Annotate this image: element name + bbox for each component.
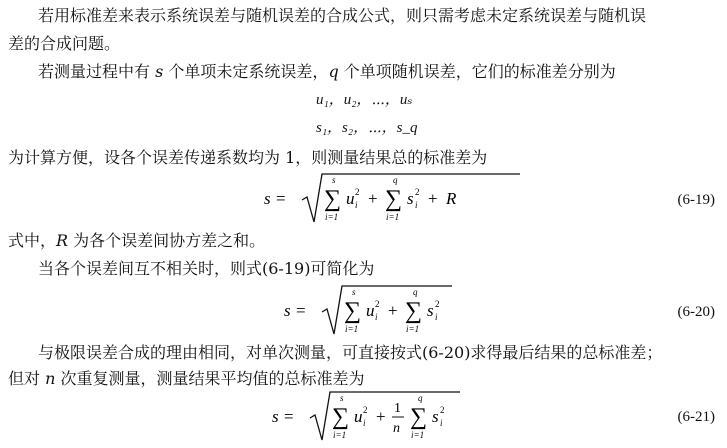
eq21-term1: u — [354, 407, 363, 426]
paragraph-6-line-2 — [8, 369, 365, 389]
u-list: u₁，u₂，⋯，uₛ — [316, 92, 413, 108]
eq20-sum2-lower: i=1 — [406, 324, 420, 334]
eq19-plus1: + — [368, 189, 378, 208]
equation-6-19-svg — [262, 170, 522, 228]
paragraph-2 — [38, 62, 616, 82]
eq19-sum1-upper: s — [332, 175, 336, 185]
eq19-sigma2-icon: ∑ — [385, 186, 403, 212]
eq21-sum1-lower: i=1 — [333, 430, 347, 440]
p6-var-n: n — [45, 369, 56, 388]
eq19-sum2-upper: q — [393, 175, 398, 185]
eq21-sum2-upper: q — [418, 393, 423, 403]
eq21-sum1-upper: s — [340, 393, 344, 403]
equation-6-20-svg — [282, 282, 482, 340]
eq21-lhs: s = — [272, 407, 295, 426]
eq21-sum2-lower: i=1 — [411, 430, 425, 440]
eq21-term1-sub: i — [363, 418, 366, 428]
eq20-sigma1-icon: ∑ — [344, 298, 362, 324]
p6-text-a: 但对 — [8, 369, 41, 388]
p4-text-b: 为各个误差间协方差之和。 — [73, 231, 266, 250]
p4-var-R: R — [56, 231, 69, 250]
eq21-term2-sub: i — [440, 418, 443, 428]
eq20-term2: s — [427, 301, 434, 320]
p6-text-b: 次重复测量，测量结果平均值的总标准差为 — [60, 369, 365, 388]
eq20-sum1-upper: s — [352, 287, 356, 297]
eq19-term2-sub: i — [415, 200, 418, 210]
eq19-term1: u — [346, 189, 355, 208]
p2-text-a: 若测量过程中有 — [38, 62, 151, 81]
eq19-tail: R — [446, 189, 457, 208]
equation-6-19-number: (6-19) — [677, 192, 715, 208]
p2-text-b: 个单项未定系统误差， — [168, 62, 329, 81]
eq20-term2-sup: 2 — [435, 299, 440, 309]
eq21-term1-sup: 2 — [363, 405, 368, 415]
eq19-term2-sup: 2 — [415, 187, 420, 197]
paragraph-3: 为计算方便，设各个误差传递系数均为 1，则测量结果总的标准差为 — [8, 148, 488, 167]
eq19-plus2: + — [428, 189, 438, 208]
eq21-frac-num: 1 — [394, 401, 401, 416]
equation-6-21 — [270, 388, 490, 444]
eq21-term2: s — [432, 407, 439, 426]
eq21-plus1: + — [376, 407, 386, 426]
eq21-sigma2-icon: ∑ — [410, 404, 428, 430]
equation-6-20-number: (6-20) — [677, 304, 715, 320]
eq19-lhs: s = — [264, 189, 287, 208]
eq19-sigma1-icon: ∑ — [324, 186, 342, 212]
equation-6-21-svg — [270, 388, 490, 444]
eq20-term1-sub: i — [375, 312, 378, 322]
eq20-sum2-upper: q — [413, 287, 418, 297]
paragraph-1-line-2: 差的合成问题。 — [8, 34, 121, 53]
eq19-sum2-lower: i=1 — [386, 212, 400, 222]
equation-6-21-number: (6-21) — [677, 409, 715, 425]
eq19-term1-sub: i — [355, 200, 358, 210]
eq20-plus1: + — [388, 301, 398, 320]
eq20-sum1-lower: i=1 — [345, 324, 359, 334]
eq19-term1-sup: 2 — [355, 187, 360, 197]
eq21-sigma1-icon: ∑ — [332, 404, 350, 430]
paragraph-4 — [8, 231, 265, 251]
p2-text-c: 个单项随机误差，它们的标准差分别为 — [343, 62, 616, 81]
s-list: s₁，s₂，⋯，s_q — [316, 120, 418, 136]
eq20-term1: u — [366, 301, 375, 320]
eq20-lhs: s = — [284, 301, 307, 320]
eq19-term2: s — [407, 189, 414, 208]
eq21-frac-den: n — [393, 421, 400, 436]
eq19-sum1-lower: i=1 — [325, 212, 339, 222]
equation-6-19 — [262, 170, 522, 228]
eq20-term1-sup: 2 — [375, 299, 380, 309]
eq20-sigma2-icon: ∑ — [405, 298, 423, 324]
p2-var-q: q — [328, 62, 339, 81]
eq21-term2-sup: 2 — [440, 405, 445, 415]
p2-var-s: s — [155, 62, 164, 81]
p4-text-a: 式中， — [8, 231, 57, 250]
eq20-term2-sub: i — [435, 312, 438, 322]
paragraph-6-line-1: 与极限误差合成的理由相同，对单次测量，可直接按式(6-20)求得最后结果的总标准差； — [38, 343, 663, 362]
equation-6-20 — [282, 282, 482, 340]
paragraph-5: 当各个误差间互不相关时，则式(6-19)可简化为 — [38, 259, 375, 278]
paragraph-1-line-1: 若用标准差来表示系统误差与随机误差的合成公式，则只需考虑未定系统误差与随机误 — [38, 6, 647, 25]
